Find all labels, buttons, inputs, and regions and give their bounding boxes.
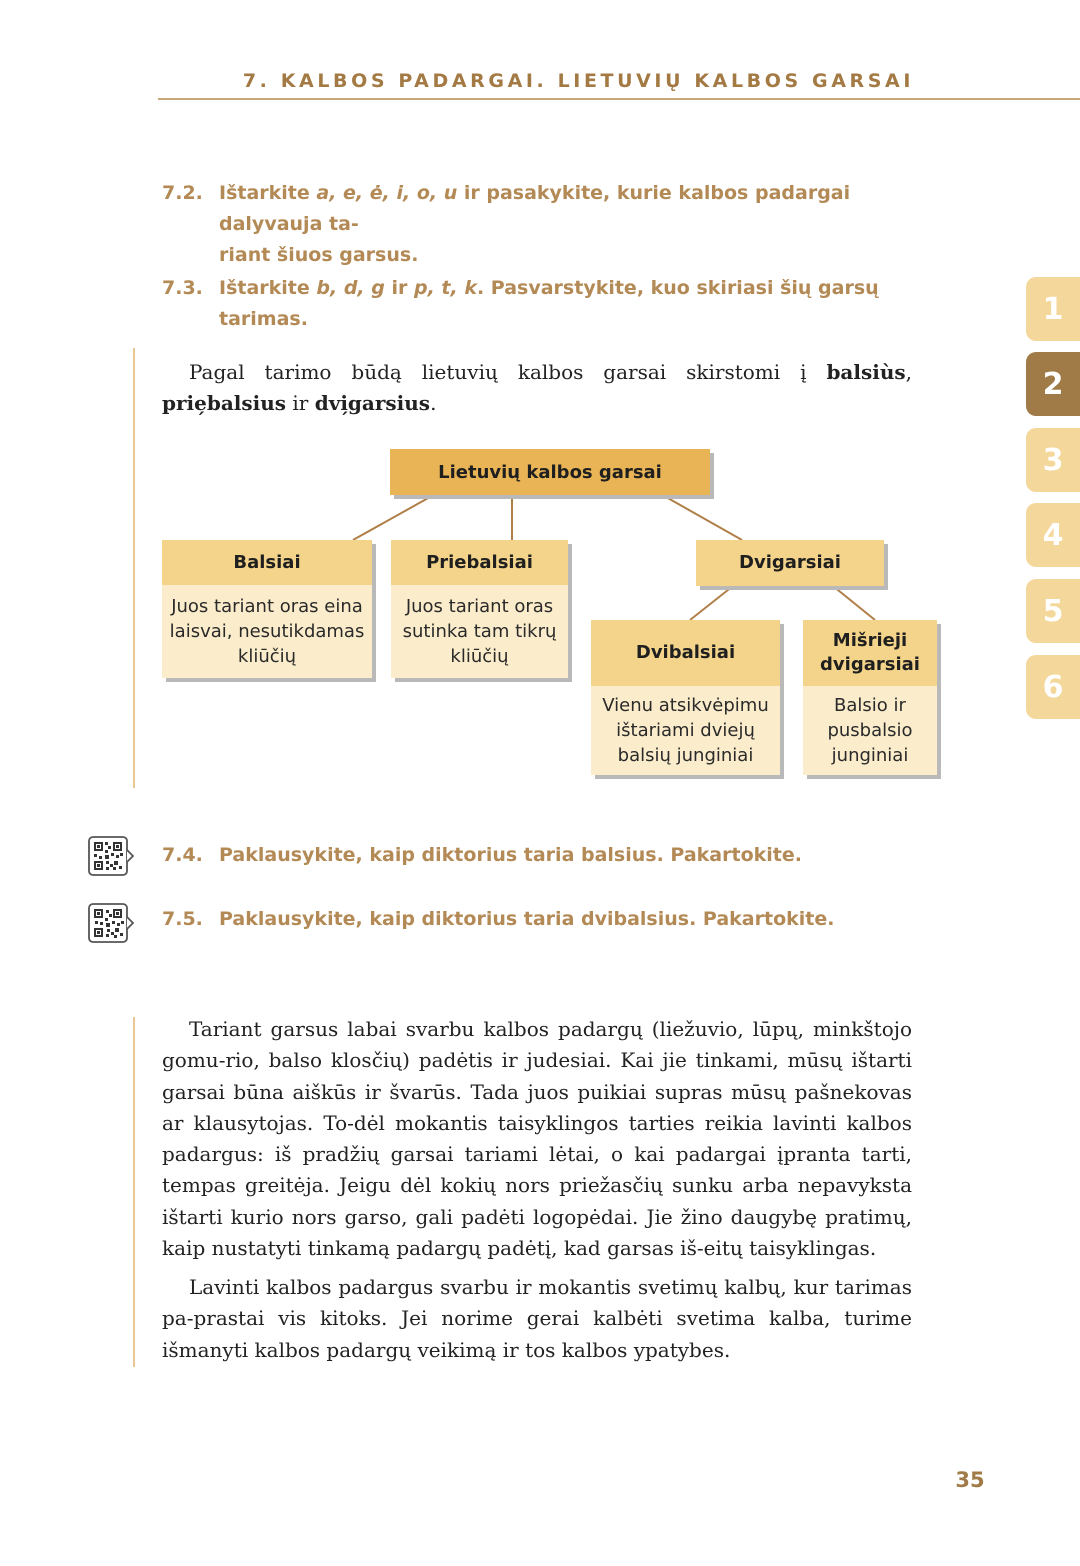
section-sidebar-line	[133, 348, 135, 788]
task-7-5	[162, 904, 914, 935]
qr-code-icon[interactable]	[88, 903, 134, 943]
chapter-tab-5[interactable]: 5	[1026, 579, 1080, 643]
task-7-3	[162, 273, 914, 335]
task-number: 7.3.	[162, 277, 203, 299]
header-divider	[158, 98, 1080, 100]
chapter-tab-2[interactable]: 2	[1026, 352, 1080, 416]
task-text: Ištarkite a, e, ė, i, o, u ir pasakykite, kurie kalbos padargai dalyvauja ta- riant šiuos garsus.	[219, 182, 851, 266]
connector-line	[353, 497, 430, 540]
task-text: Paklausykite, kaip diktorius taria dvibalsius. Pakartokite.	[219, 908, 835, 930]
task-7-2	[162, 178, 914, 271]
node-title: Dvigarsiai	[696, 540, 884, 586]
body-paragraph: Lavinti kalbos padargus svarbu ir mokantis svetimų kalbų, kur tarimas pa-prastai vis kitoks. Jei norime gerai kalbėti svetima kalba, turime išmanyti kalbos padargų veikimą ir tos kalbos ypatybes.	[162, 1275, 912, 1362]
chapter-tab-3[interactable]: 3	[1026, 428, 1080, 492]
diagram-root: Lietuvių kalbos garsai	[390, 449, 710, 495]
node-title: Mišrieji dvigarsiai	[803, 620, 937, 686]
node-description: Vienu atsikvėpimu ištariami dviejų balsių junginiai	[591, 686, 780, 775]
task-7-4	[162, 840, 914, 871]
node-balsiai	[162, 540, 372, 678]
task-number: 7.5.	[162, 908, 203, 930]
node-title: Balsiai	[162, 540, 372, 585]
page-number: 35	[955, 1468, 985, 1492]
connector-line	[666, 497, 742, 540]
connector-line	[690, 586, 733, 620]
chapter-title: 7. KALBOS PADARGAI. LIETUVIŲ KALBOS GARSAI	[242, 70, 914, 92]
node-misrieji-dvigarsiai	[803, 620, 937, 775]
node-priebalsiai	[391, 540, 568, 678]
task-text: Ištarkite b, d, g ir p, t, k. Pasvarstykite, kuo skiriasi šių garsų tarimas.	[219, 277, 879, 330]
task-text: Paklausykite, kaip diktorius taria balsius. Pakartokite.	[219, 844, 802, 866]
section-sidebar-line	[133, 1017, 135, 1367]
chapter-tab-6[interactable]: 6	[1026, 655, 1080, 719]
body-paragraph: Tariant garsus labai svarbu kalbos padargų (liežuvio, lūpų, minkštojo gomu-rio, balso klosčių) padėtis ir judesiai. Kai jie tinkami, mūsų ištarti garsai būna aiškūs ir švarūs. Tada juos puikiai supras mūsų pašnekovas ar klausytojas. To-dėl mokantis taisyklingos tarties reikia lavinti kalbos padargus: iš pradžių garsai tariami lėtai, o kai padargai įpranta tarti, tempas greitėja. Jeigu dėl kokių nors priežasčių sunku arba nepavyksta ištarti kurio nors garso, gali padėti logopėdai. Jie žino daugybę pratimų, kaip nustatyti tinkamą padargų padėtį, kad garsas iš-eitų taisyklingas.	[162, 1017, 912, 1261]
node-description: Balsio ir pusbalsio junginiai	[803, 686, 937, 775]
node-description: Juos tariant oras eina laisvai, nesutikdamas kliūčių	[162, 585, 372, 678]
node-dvibalsiai	[591, 620, 780, 775]
node-title: Priebalsiai	[391, 540, 568, 585]
task-number: 7.4.	[162, 844, 203, 866]
task-number: 7.2.	[162, 182, 203, 204]
node-dvigarsiai	[696, 540, 884, 586]
chapter-tab-4[interactable]: 4	[1026, 503, 1080, 567]
connector-line	[833, 586, 875, 620]
qr-code-icon[interactable]	[88, 836, 134, 876]
node-description: Juos tariant oras sutinka tam tikrų kliūčių	[391, 585, 568, 678]
intro-paragraph: Pagal tarimo būdą lietuvių kalbos garsai skirstomi į balsiùs, prie̗balsius ir dvi̗garsius.	[162, 360, 912, 416]
chapter-tab-1[interactable]: 1	[1026, 277, 1080, 341]
node-title: Dvibalsiai	[591, 620, 780, 686]
